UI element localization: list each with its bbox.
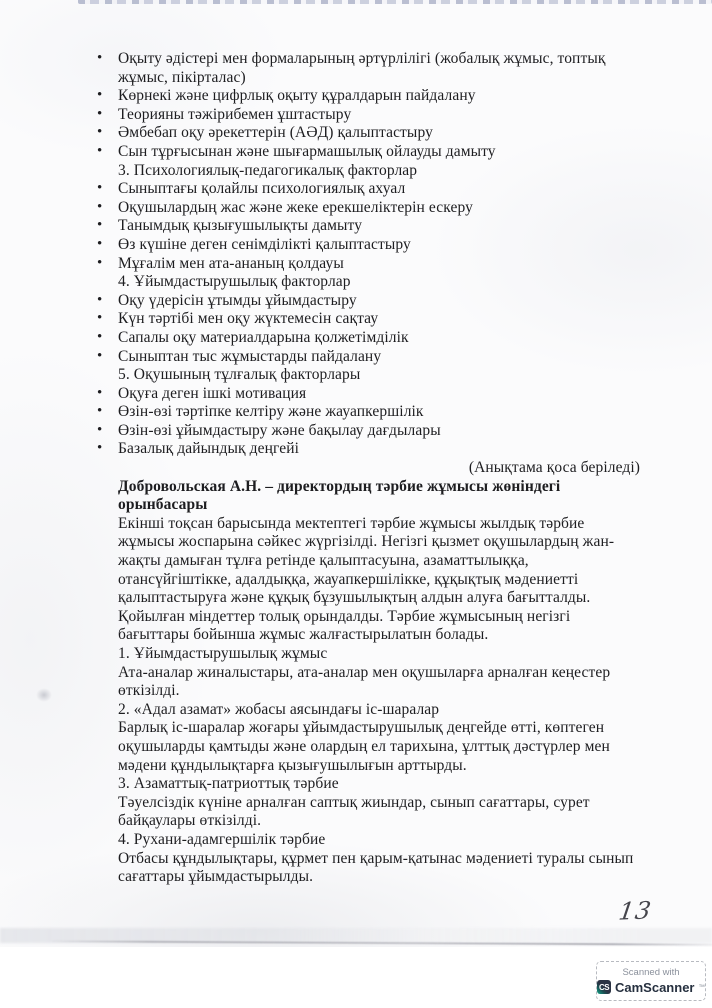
body-line: сағаттары ұйымдастырылды. [118,868,314,886]
list-item-bullet [97,254,642,274]
camscanner-logo-icon: CS [597,980,611,994]
list-item-bullet [97,50,642,87]
list-item-bullet [97,347,642,367]
list-item-line: жұмыс, пікірталас) [118,68,246,86]
body-line: Қойылған міндеттер толық орындалды. Тәрбие жұмысының негізгі [118,607,571,625]
list-item-line: Көрнекі және цифрлық оқыту құралдарын пайдалану [118,87,476,105]
bullet-icon: • [97,440,103,457]
scan-top-edge-artifact [78,0,712,4]
body-line: оқушыларды қамтыды және олардың ел тарихына, ұлттық дәстүрлер мен [118,737,610,755]
list-item-bullet [97,328,642,348]
list-item-bullet [97,142,642,162]
list-item-line: 3. Психологиялық-педагогикалық факторлар [118,161,418,179]
scan-noise-smudge [36,688,52,702]
list-item-bullet [97,235,642,255]
body-line: қалыптастыруға және құқық бұзушылықтың алдын алуға бағытталды. [118,589,591,607]
bullet-icon: • [97,105,103,122]
list-item-bullet [97,291,642,311]
body-line: Барлық іс-шаралар жоғары ұйымдастырушылық деңгейде өтті, көптеген [118,719,605,737]
list-item-bullet [97,384,642,404]
body-paragraphs [118,515,642,887]
body-line: 1. Ұйымдастырушылық жұмыс [118,645,328,662]
body-line: жұмысы жоспарына сәйкес жүргізілді. Негізгі қызмет оқушылардың жан- [118,533,615,551]
bullet-icon: • [97,254,103,271]
handwritten-page-number: 13 [616,896,654,926]
bullet-icon: • [97,198,103,215]
bullet-icon: • [97,328,103,345]
attachment-note: (Анықтама қоса беріледі) [468,459,640,477]
body-line: Отбасы құндылықтары, құрмет пен қарым-қатынас мәдениеті туралы сынып [118,849,634,867]
bullet-icon: • [97,87,103,104]
camscanner-trademark-mark: ™ [698,984,705,991]
body-line: жақты дамыған тұлға ретінде қалыптасуына, азаматтылыққа, [118,552,529,570]
list-item-bullet [97,421,642,441]
section-heading [118,478,642,515]
list-item-line: Әмбебап оқу әрекеттерін (АӘД) қалыптастыру [118,124,433,142]
list-item-line: Сын тұрғысынан және шығармашылық ойлауды дамыту [118,142,496,160]
document-content [97,50,642,887]
body-line: өткізілді. [118,682,180,700]
list-item-bullet [97,87,642,106]
list-item-numbered [118,162,642,181]
list-item-line: 4. Ұйымдастырушылық факторлар [118,273,351,291]
body-line: Ата-аналар жиналыстары, ата-аналар мен оқушыларға арналған кеңестер [118,663,611,681]
camscanner-scanned-with-label: Scanned with [622,967,680,978]
bullet-icon: • [97,50,103,66]
bullet-icon: • [97,384,103,401]
list-item-bullet [97,310,642,329]
camscanner-brand-label: CamScanner [615,979,695,995]
bullet-icon: • [97,142,103,159]
body-line: бағыттары бойынша жұмыс жалғастырылатын болады. [118,626,489,644]
list-item-line: Өзін-өзі ұйымдастыру және бақылау дағдылары [118,421,441,439]
list-item-bullet [97,180,642,199]
list-item-bullet [97,124,642,143]
list-item-line: Сыныптан тыс жұмыстарды пайдалану [118,347,382,365]
body-line: отансүйгіштікке, адалдыққа, жауапкершілікке, құқықтық мәдениетті [118,570,579,588]
body-line: 3. Азаматтық-патриоттық тәрбие [118,775,339,793]
body-line: 2. «Адал азамат» жобасы аясындағы іс-шаралар [118,700,440,718]
bullet-icon: • [97,347,103,364]
list-item-line: Өз күшіне деген сенімділікті қалыптастыру [118,235,411,253]
list-item-numbered [118,273,642,292]
list-item-bullet [97,403,642,422]
list-item-bullet [97,105,642,125]
body-line: байқаулары өткізілді. [118,812,262,830]
list-item-line: Оқуға деген ішкі мотивация [118,384,307,402]
list-item-numbered [118,366,642,385]
section-heading-line: орынбасары [118,496,208,514]
bullet-icon: • [97,421,103,438]
body-line: мәдени құндылықтарға қызығушылығын арттырды. [118,756,467,774]
list-item-bullet [97,198,642,218]
bullet-icon: • [97,217,103,234]
list-item-line: Күн тәртібі мен оқу жүктемесін сақтау [118,310,379,328]
body-line: Екінші тоқсан барысында мектептегі тәрбие жұмысы жылдық тәрбие [118,514,585,532]
bullet-icon: • [97,403,103,420]
list-item-line: Өзін-өзі тәртіпке келтіру және жауапкершілік [118,403,424,421]
bullet-icon: • [97,235,103,252]
list-item-line: Оқушылардың жас және жеке ерекшеліктерін ескеру [118,198,473,216]
body-line: Тәуелсіздік күніне арналған саптық жиындар, сынып сағаттары, сурет [118,793,590,811]
list-item-line: Базалық дайындық деңгейі [118,440,300,458]
body-line: 4. Рухани-адамгершілік тәрбие [118,830,326,848]
list-item-line: Оқыту әдістері мен формаларының әртүрлілігі (жобалық жұмыс, топтық [118,50,606,67]
list-item-line: Теорияны тәжірибемен ұштастыру [118,105,352,123]
factors-list [97,50,642,459]
bullet-icon: • [97,124,103,141]
bullet-icon: • [97,180,103,197]
bullet-icon: • [97,291,103,308]
camscanner-brand-row [597,979,705,995]
list-item-bullet [97,440,642,459]
list-item-line: 5. Оқушының тұлғалық факторлары [118,366,361,384]
camscanner-badge [596,961,706,1001]
list-item-line: Танымдық қызығушылықты дамыту [118,217,363,235]
list-item-line: Оқу үдерісін ұтымды ұйымдастыру [118,291,357,309]
list-item-bullet [97,217,642,236]
list-item-line: Сыныптағы қолайлы психологиялық ахуал [118,180,406,198]
bullet-icon: • [97,310,103,327]
list-item-line: Сапалы оқу материалдарына қолжетімділік [118,328,409,346]
list-item-line: Мұғалім мен ата-ананың қолдауы [118,254,344,272]
section-heading-line: Добровольская А.Н. – директордың тәрбие жұмысы жөніндегі [118,477,561,495]
